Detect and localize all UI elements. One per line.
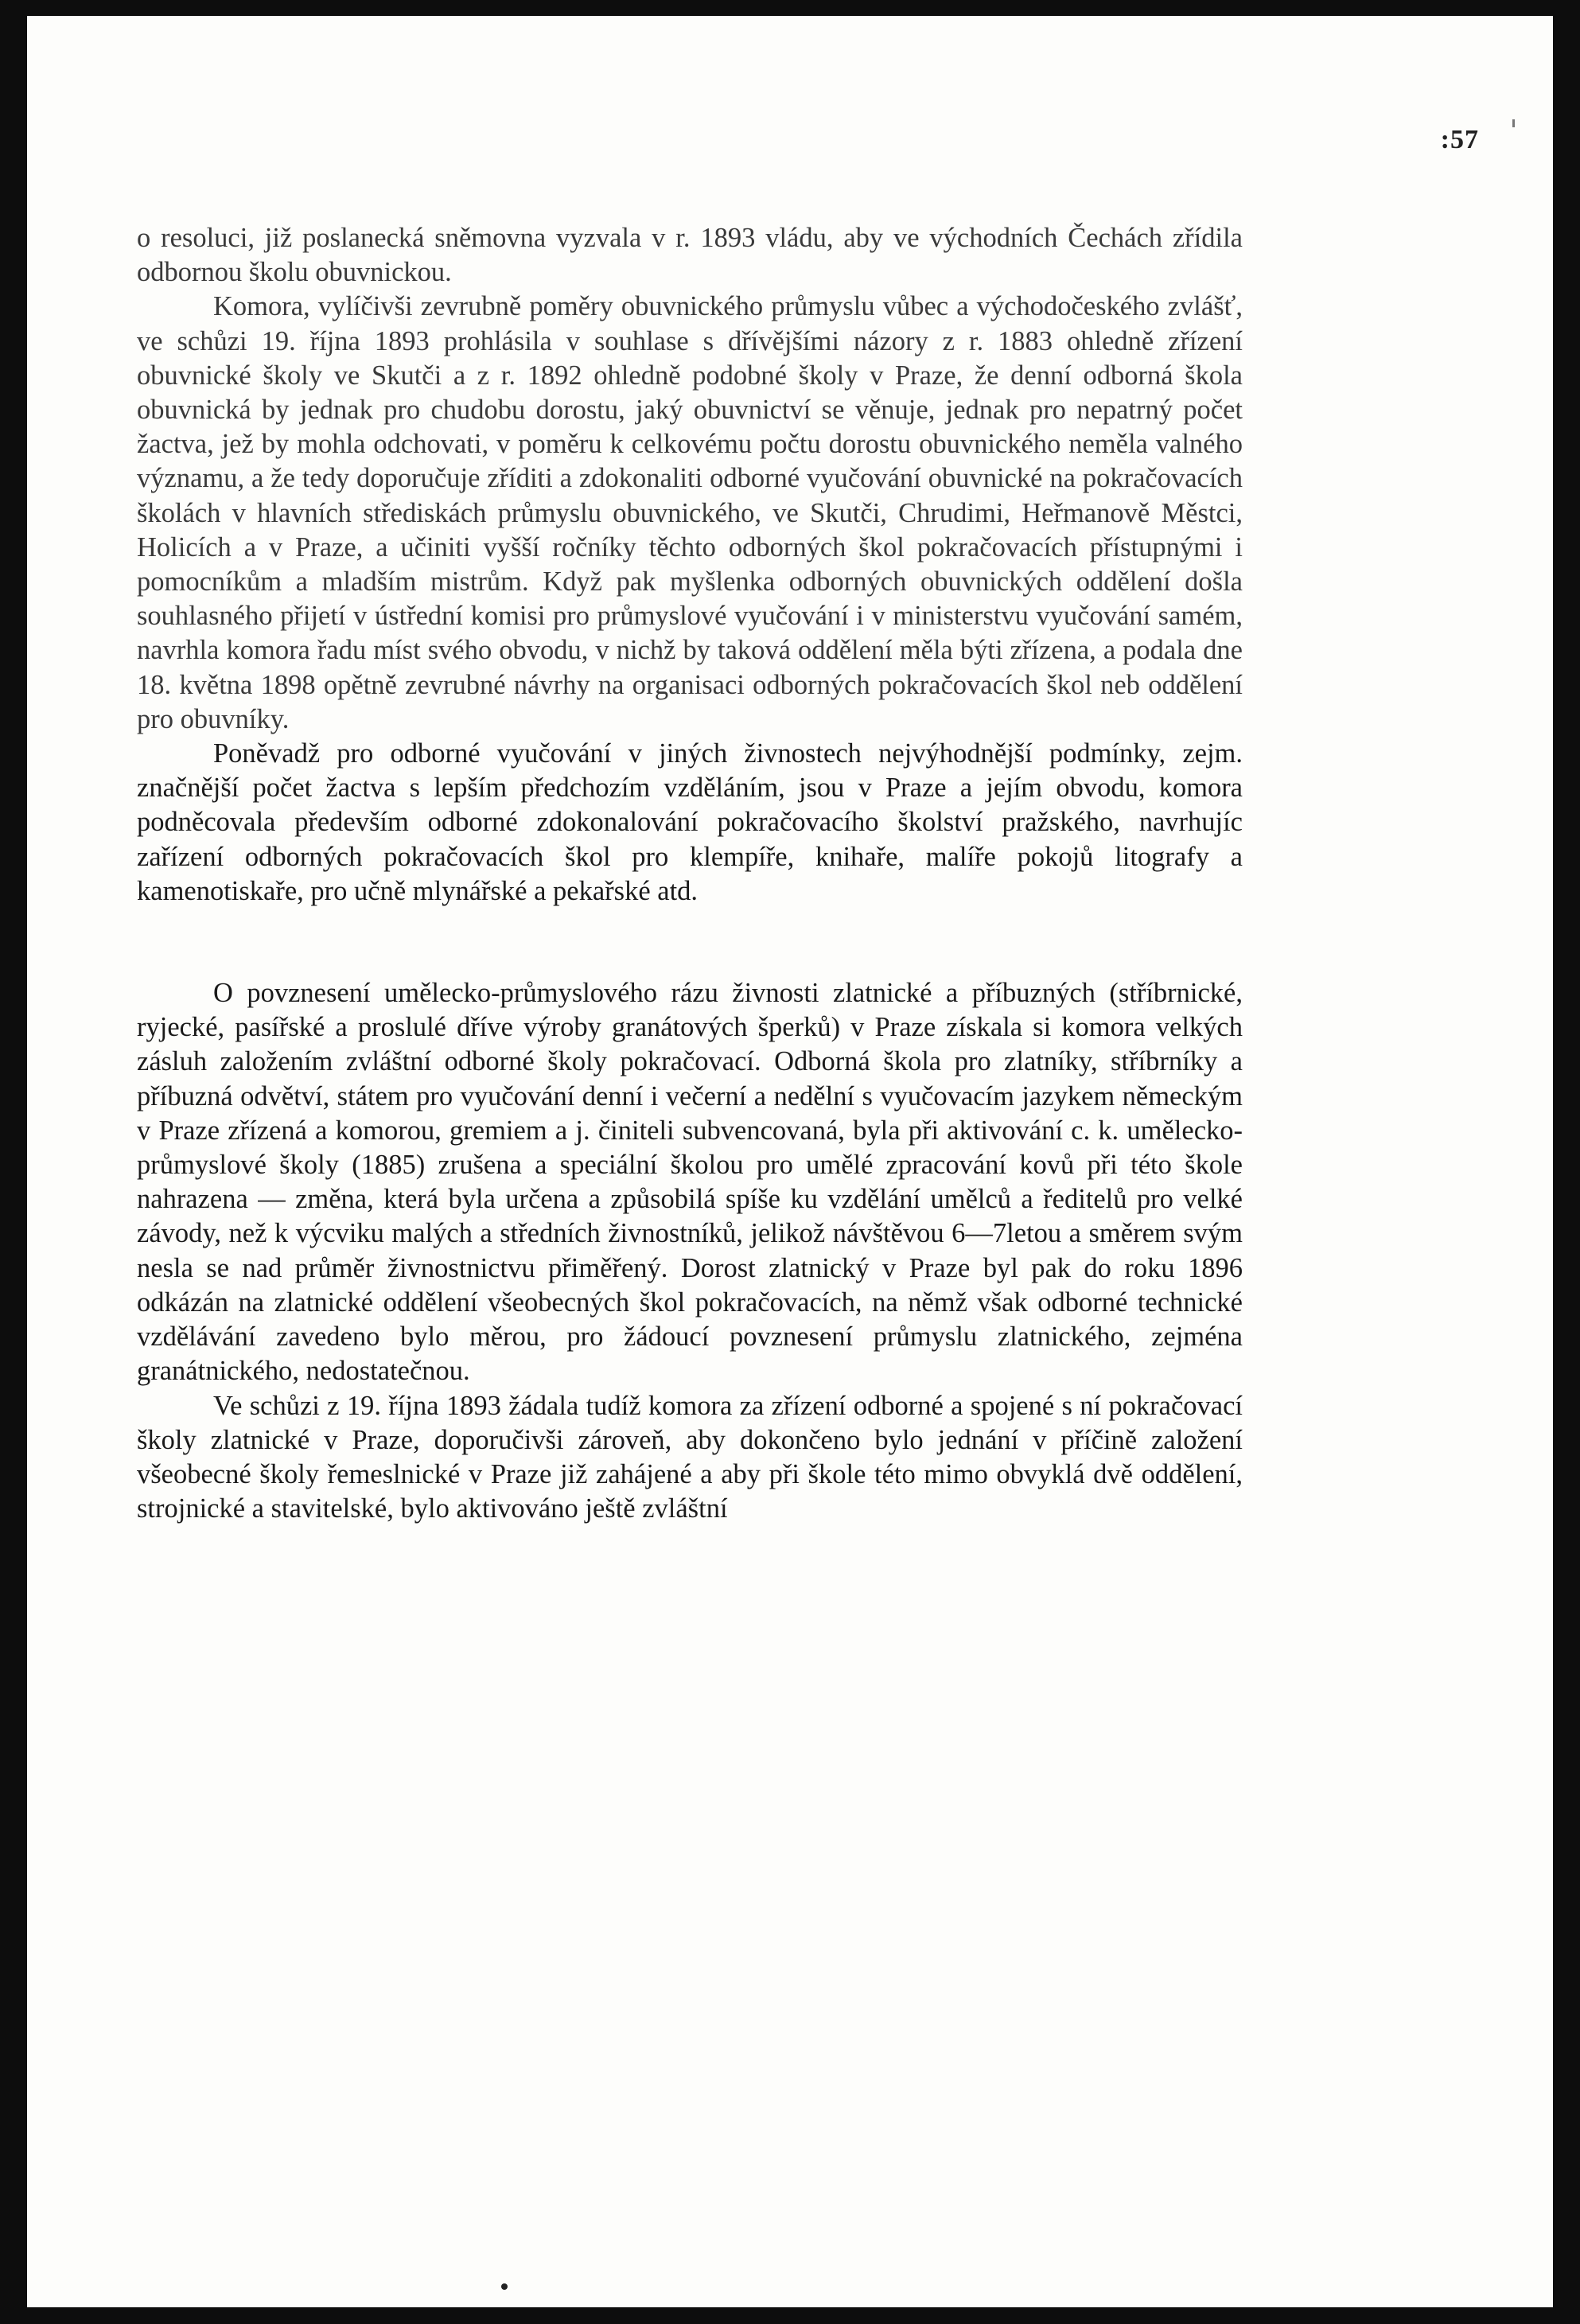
scan-artifact	[1512, 119, 1515, 127]
paragraph-3: Poněvadž pro odborné vyučování v jiných živnostech nejvýhodnější podmínky, zejm. značnější počet žactva s lepším předchozím vzděláním, jsou v Praze a jejím obvodu, komora podněcovala především odborné zdokonalování pokračovacího školství pražského, navrhujíc zařízení odborných pokračovacích škol pro klempíře, knihaře, malíře pokojů litografy a kamenotiskaře, pro učně mlynářské a pekařské atd.	[137, 738, 1243, 906]
bottom-dot	[501, 2283, 508, 2290]
page-number: :57	[1440, 125, 1479, 154]
paragraph-5: Ve schůzi z 19. října 1893 žádala tudíž komora za zřízení odborné a spojené s ní pokračovací školy zlatnické v Praze, doporučivši zároveň, aby dokončeno bylo jednání v příčině založení všeobecné školy řemeslnické v Praze již zahájené a aby při škole této mimo obvyklá dvě oddělení, strojnické a stavitelské, bylo aktivováno ještě zvláštní	[137, 1390, 1243, 1524]
paragraph-1: o resoluci, již poslanecká sněmovna vyzvala v r. 1893 vládu, aby ve východních Čechách zřídila odbornou školu obuvnickou.	[137, 223, 1243, 288]
body-text	[137, 221, 1243, 1526]
book-page	[27, 16, 1553, 2307]
section-gap	[137, 909, 1243, 976]
paragraph-2: Komora, vylíčivši zevrubně poměry obuvnického průmyslu vůbec a východočeského zvlášť, ve schůzi 19. října 1893 prohlásila v souhlase s dřívějšími názory z r. 1883 ohledně zřízení obuvnické školy ve Skutči a z r. 1892 ohledně podobné školy v Praze, že denní odborná škola obuvnická by jednak pro chudobu dorostu, jaký obuvnictví se věnuje, jednak pro nepatrný počet žactva, jež by mohla odchovati, v poměru k celkovému počtu dorostu obuvnického neměla valného významu, a že tedy doporučuje zříditi a zdokonaliti odborné vyučování obuvnické na pokračovacích školách v hlavních střediskách průmyslu obuvnického, ve Skutči, Chrudimi, Heřmanově Městci, Holicích a v Praze, a učiniti vyšší ročníky těchto odborných škol pokračovacích přístupnými i pomocníkům a mladším mistrům. Když pak myšlenka odborných obuvnických oddělení došla souhlasného přijetí v ústřední komisi pro průmyslové vyučování i v ministerstvu vyučování samém, navrhla komora řadu míst svého obvodu, v nichž by taková oddělení měla býti zřízena, a podala dne 18. května 1898 opětně zevrubné návrhy na organisaci odborných pokračovacích škol neb oddělení pro obuvníky.	[137, 291, 1243, 734]
paragraph-4: O povznesení umělecko-průmyslového rázu živnosti zlatnické a příbuzných (stříbrnické, ryjecké, pasířské a proslulé dříve výroby granátových šperků) v Praze získala si komora velkých zásluh založením zvláštní odborné školy pokračovací. Odborná škola pro zlatníky, stříbrníky a příbuzná odvětví, státem pro vyučování denní i večerní a nedělní s vyučovacím jazykem německým v Praze zřízená a komorou, gremiem a j. činiteli subvencovaná, byla při aktivování c. k. umělecko-průmyslové školy (1885) zrušena a speciální školou pro umělé zpracování kovů při této škole nahrazena — změna, která byla určena a způsobilá spíše ku vzdělání umělců a ředitelů pro velké závody, než k výcviku malých a středních živnostníků, jelikož návštěvou 6—7letou a směrem svým nesla se nad průměr živnostnictvu přiměřený. Dorost zlatnický v Praze byl pak do roku 1896 odkázán na zlatnické oddělení všeobecných škol pokračovacích, na němž však odborné technické vzdělávání zavedeno bylo měrou, pro žádoucí povznesení průmyslu zlatnického, zejména granátnického, nedostatečnou.	[137, 978, 1243, 1387]
